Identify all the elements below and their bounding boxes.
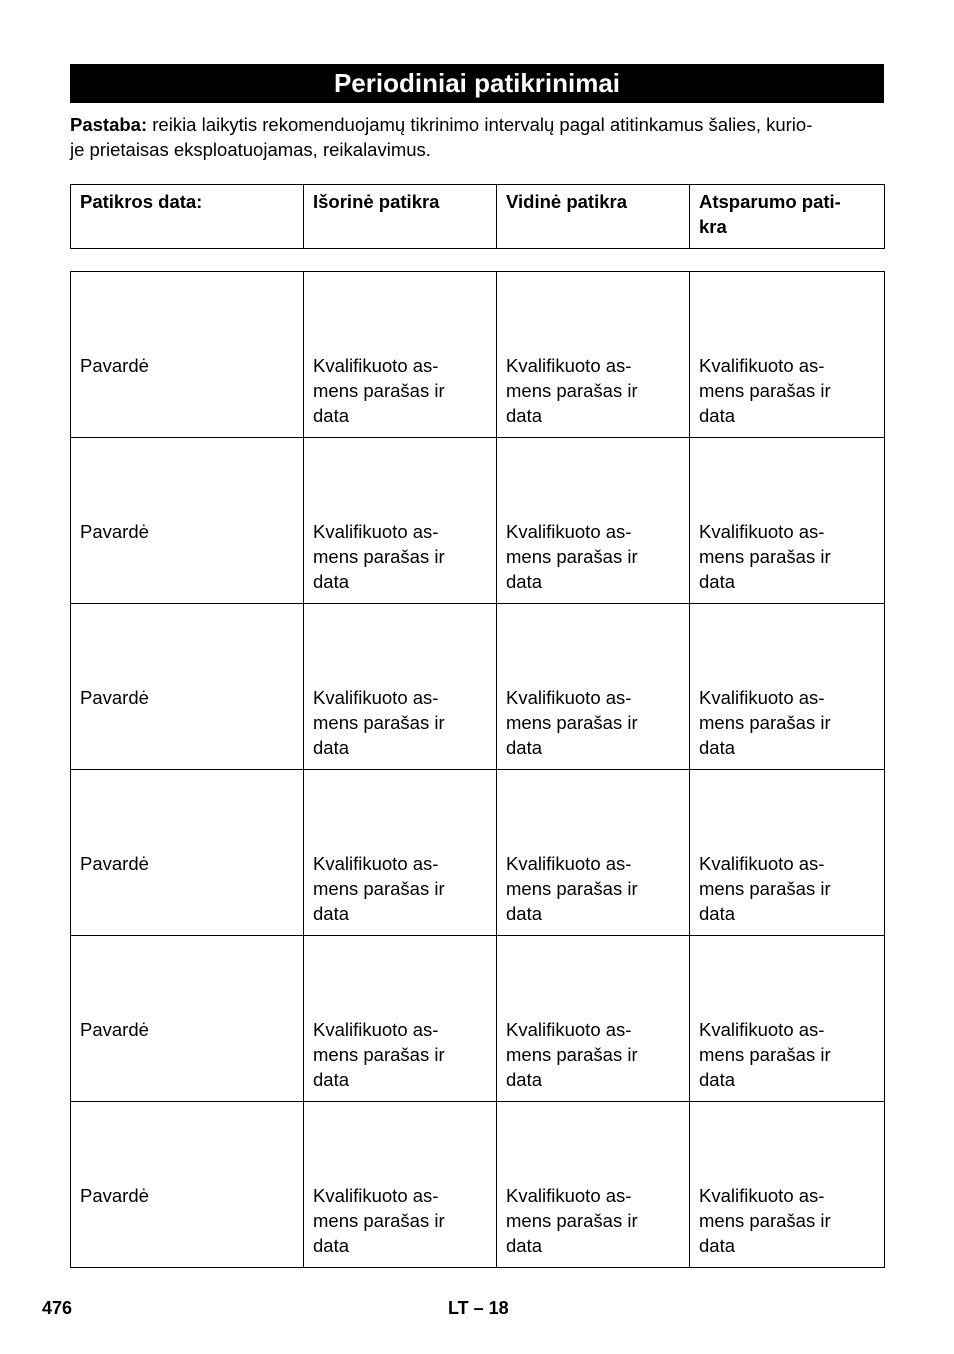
signature-label-line1: Kvalifikuoto as- bbox=[506, 687, 632, 708]
signature-label-line3: data bbox=[699, 405, 736, 426]
signature-label-line2: mens parašas ir bbox=[313, 1044, 445, 1065]
name-label: Pavardė bbox=[80, 521, 149, 542]
signature-cell bbox=[690, 770, 885, 936]
signature-label-line1: Kvalifikuoto as- bbox=[313, 1019, 439, 1040]
signature-label-line3: data bbox=[313, 405, 350, 426]
signature-label-line1: Kvalifikuoto as- bbox=[699, 853, 825, 874]
signature-label-line2: mens parašas ir bbox=[313, 1210, 445, 1231]
signature-label-line3: data bbox=[313, 1069, 350, 1090]
signature-label-line2: mens parašas ir bbox=[313, 712, 445, 733]
name-label: Pavardė bbox=[80, 1185, 149, 1206]
signature-label-line3: data bbox=[506, 737, 543, 758]
page-number: 476 bbox=[42, 1298, 73, 1318]
signature-label-line1: Kvalifikuoto as- bbox=[699, 1019, 825, 1040]
header-resistance-line2: kra bbox=[699, 216, 727, 237]
signature-label-line1: Kvalifikuoto as- bbox=[506, 1019, 632, 1040]
header-external bbox=[304, 185, 497, 249]
name-cell bbox=[71, 1102, 304, 1268]
signature-label-line2: mens parašas ir bbox=[506, 712, 638, 733]
note-text-line1: reikia laikytis rekomenduojamų tikrinimo intervalų pagal atitinkamus šalies, kurio- bbox=[147, 114, 813, 135]
signature-label-line2: mens parašas ir bbox=[506, 1044, 638, 1065]
signature-label-line1: Kvalifikuoto as- bbox=[506, 853, 632, 874]
table-row bbox=[71, 770, 885, 936]
signature-label-line2: mens parašas ir bbox=[506, 1210, 638, 1231]
signature-label-line2: mens parašas ir bbox=[699, 878, 831, 899]
note-text-line2: je prietaisas eksploatuojamas, reikalavimus. bbox=[70, 139, 431, 160]
signature-label-line2: mens parašas ir bbox=[506, 878, 638, 899]
signature-label-line2: mens parašas ir bbox=[313, 380, 445, 401]
signature-label-line2: mens parašas ir bbox=[699, 380, 831, 401]
table-row bbox=[71, 604, 885, 770]
table-row bbox=[71, 438, 885, 604]
signature-label-line3: data bbox=[506, 571, 543, 592]
signature-cell bbox=[690, 936, 885, 1102]
signature-cell bbox=[690, 438, 885, 604]
signature-cell bbox=[497, 438, 690, 604]
signature-table bbox=[70, 271, 885, 1268]
signature-cell bbox=[304, 604, 497, 770]
signature-label-line1: Kvalifikuoto as- bbox=[313, 521, 439, 542]
signature-cell bbox=[690, 272, 885, 438]
name-cell bbox=[71, 936, 304, 1102]
name-label: Pavardė bbox=[80, 853, 149, 874]
header-resistance-line1: Atsparumo pati- bbox=[699, 191, 841, 212]
signature-label-line2: mens parašas ir bbox=[313, 546, 445, 567]
signature-label-line3: data bbox=[699, 1235, 736, 1256]
page-title-text: Periodiniai patikrinimai bbox=[333, 68, 621, 98]
signature-label-line1: Kvalifikuoto as- bbox=[699, 1185, 825, 1206]
signature-cell bbox=[690, 604, 885, 770]
signature-label-line2: mens parašas ir bbox=[699, 1210, 831, 1231]
signature-label-line1: Kvalifikuoto as- bbox=[699, 355, 825, 376]
signature-label-line3: data bbox=[313, 1235, 350, 1256]
signature-cell bbox=[304, 438, 497, 604]
signature-label-line1: Kvalifikuoto as- bbox=[506, 521, 632, 542]
signature-cell bbox=[304, 1102, 497, 1268]
signature-label-line3: data bbox=[699, 737, 736, 758]
header-resistance bbox=[690, 185, 885, 249]
signature-cell bbox=[304, 936, 497, 1102]
header-date-label: Patikros data: bbox=[80, 191, 203, 212]
signature-label-line3: data bbox=[506, 903, 543, 924]
signature-label-line3: data bbox=[506, 405, 543, 426]
signature-label-line3: data bbox=[313, 903, 350, 924]
signature-cell bbox=[497, 770, 690, 936]
signature-cell bbox=[304, 770, 497, 936]
signature-cell bbox=[497, 272, 690, 438]
signature-label-line1: Kvalifikuoto as- bbox=[313, 687, 439, 708]
name-cell bbox=[71, 604, 304, 770]
footer-section: LT – 18 bbox=[448, 1298, 509, 1318]
signature-label-line2: mens parašas ir bbox=[506, 380, 638, 401]
name-cell bbox=[71, 770, 304, 936]
signature-label-line3: data bbox=[506, 1235, 543, 1256]
name-cell bbox=[71, 272, 304, 438]
signature-cell bbox=[690, 1102, 885, 1268]
signature-label-line2: mens parašas ir bbox=[699, 712, 831, 733]
page-title bbox=[70, 64, 884, 103]
signature-label-line3: data bbox=[313, 571, 350, 592]
signature-label-line3: data bbox=[699, 571, 736, 592]
signature-label-line1: Kvalifikuoto as- bbox=[506, 1185, 632, 1206]
signature-label-line1: Kvalifikuoto as- bbox=[699, 687, 825, 708]
signature-cell bbox=[497, 1102, 690, 1268]
signature-label-line1: Kvalifikuoto as- bbox=[313, 853, 439, 874]
signature-label-line2: mens parašas ir bbox=[699, 1044, 831, 1065]
signature-label-line1: Kvalifikuoto as- bbox=[699, 521, 825, 542]
signature-cell bbox=[497, 604, 690, 770]
signature-label-line3: data bbox=[313, 737, 350, 758]
header-internal-label: Vidinė patikra bbox=[506, 191, 627, 212]
table-row bbox=[71, 272, 885, 438]
note-paragraph bbox=[70, 112, 886, 162]
signature-cell bbox=[497, 936, 690, 1102]
header-internal bbox=[497, 185, 690, 249]
name-label: Pavardė bbox=[80, 1019, 149, 1040]
signature-label-line2: mens parašas ir bbox=[506, 546, 638, 567]
signature-label-line2: mens parašas ir bbox=[313, 878, 445, 899]
signature-label-line2: mens parašas ir bbox=[699, 546, 831, 567]
header-date bbox=[71, 185, 304, 249]
signature-cell bbox=[304, 272, 497, 438]
signature-label-line1: Kvalifikuoto as- bbox=[506, 355, 632, 376]
signature-label-line1: Kvalifikuoto as- bbox=[313, 355, 439, 376]
name-label: Pavardė bbox=[80, 355, 149, 376]
signature-label-line3: data bbox=[699, 1069, 736, 1090]
table-row bbox=[71, 1102, 885, 1268]
name-cell bbox=[71, 438, 304, 604]
signature-label-line1: Kvalifikuoto as- bbox=[313, 1185, 439, 1206]
signature-label-line3: data bbox=[699, 903, 736, 924]
note-label: Pastaba: bbox=[70, 114, 148, 135]
header-row bbox=[71, 185, 885, 249]
table-row bbox=[71, 936, 885, 1102]
header-external-label: Išorinė patikra bbox=[313, 191, 440, 212]
header-table bbox=[70, 184, 885, 249]
signature-label-line3: data bbox=[506, 1069, 543, 1090]
name-label: Pavardė bbox=[80, 687, 149, 708]
